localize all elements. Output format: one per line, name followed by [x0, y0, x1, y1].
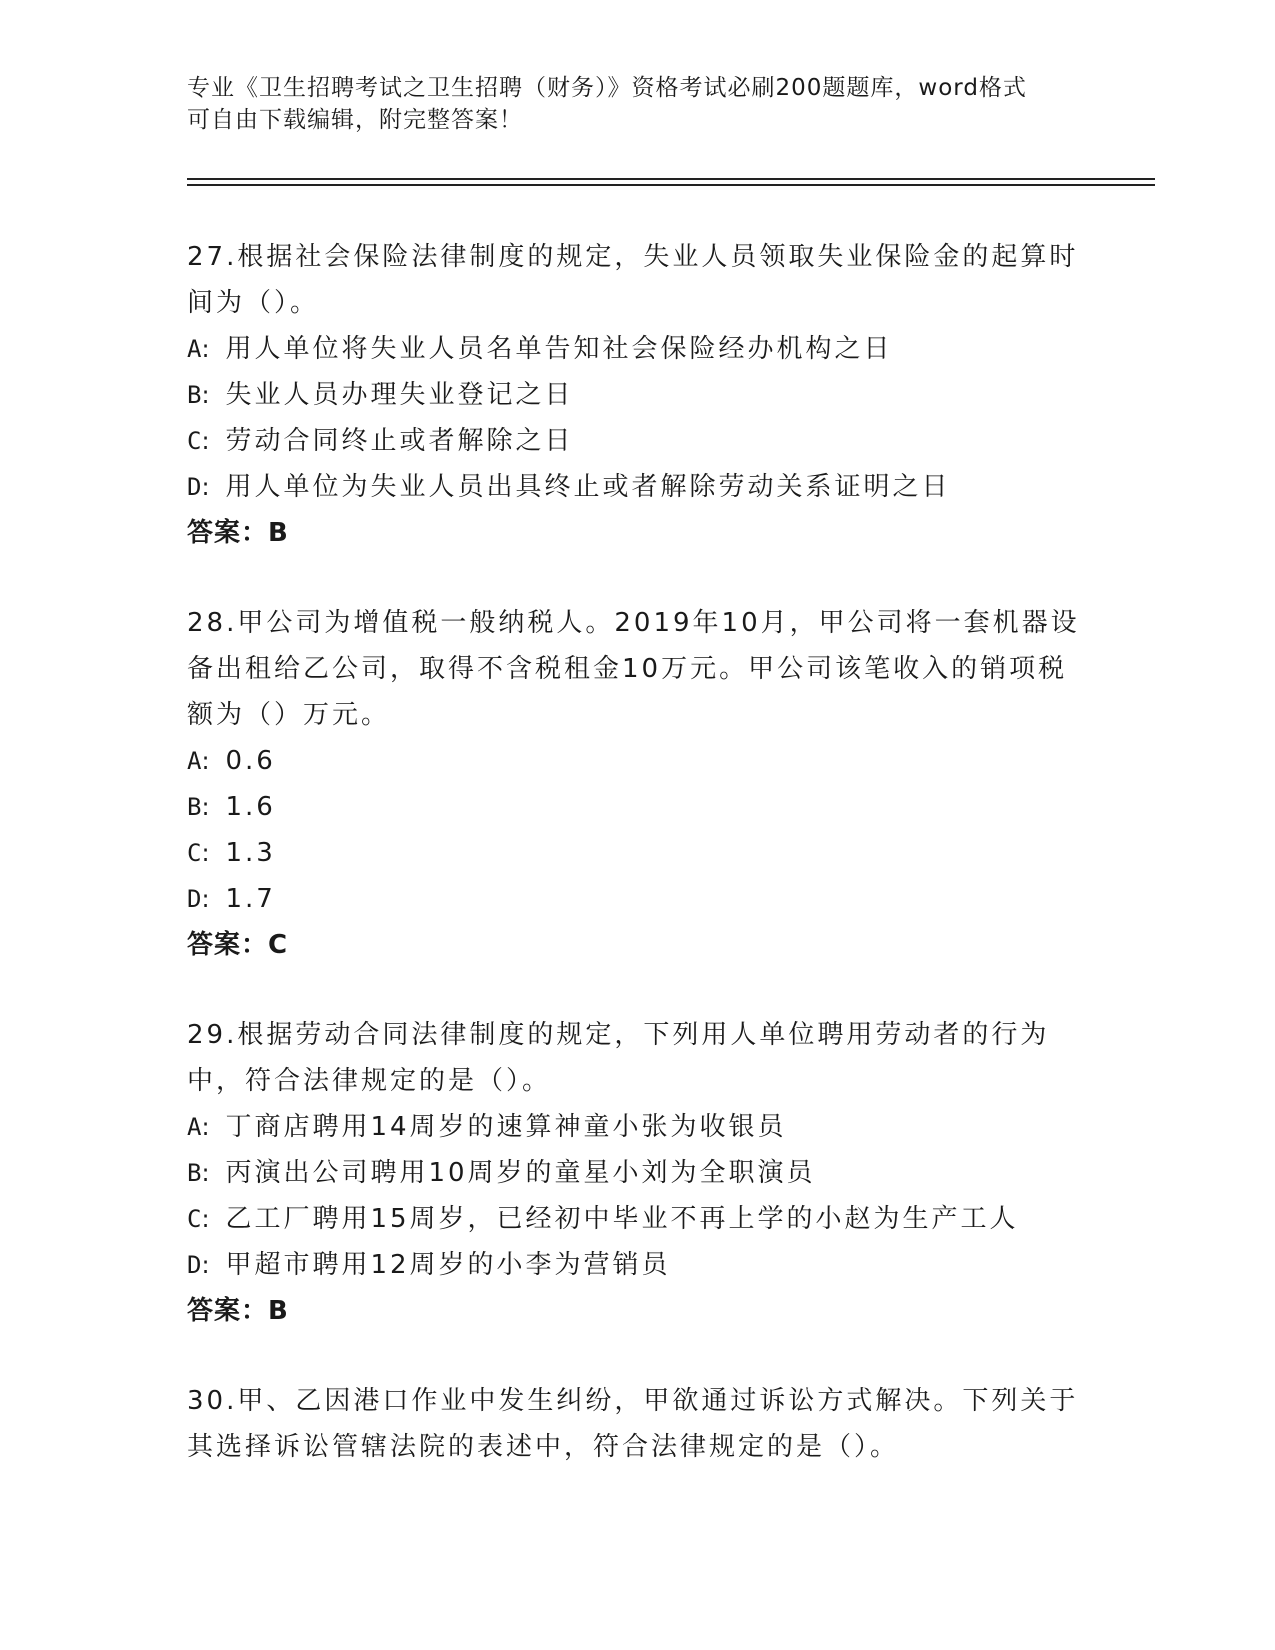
option-letter: A	[187, 1113, 202, 1141]
option-b: B : 丙演出公司聘用10周岁的童星小刘为全职演员	[187, 1150, 1087, 1196]
header-rule-bottom	[187, 184, 1155, 186]
option-letter: B	[187, 381, 202, 409]
answer-line	[187, 510, 1087, 556]
option-text: 丁商店聘用14周岁的速算神童小张为收银员	[225, 1112, 787, 1142]
header-rule-top	[187, 178, 1155, 180]
answer-value: B	[268, 1296, 289, 1326]
option-d: D : 甲超市聘用12周岁的小李为营销员	[187, 1242, 1087, 1288]
option-text: 失业人员办理失业登记之日	[225, 380, 574, 410]
answer-label: 答案：	[187, 518, 269, 548]
option-text: 用人单位为失业人员出具终止或者解除劳动关系证明之日	[225, 472, 951, 502]
option-d: D : 1.7	[187, 876, 1087, 922]
option-letter: D	[187, 473, 202, 501]
answer-line	[187, 922, 1087, 968]
option-a: A : 丁商店聘用14周岁的速算神童小张为收银员	[187, 1104, 1087, 1150]
option-letter: C	[187, 839, 202, 867]
question-body: 甲公司为增值税一般纳税人。2019年10月，甲公司将一套机器设备出租给乙公司，取得不含税租金10万元。甲公司该笔收入的销项税额为（）万元。	[187, 608, 1080, 730]
option-text: 乙工厂聘用15周岁，已经初中毕业不再上学的小赵为生产工人	[225, 1204, 1019, 1234]
option-c: C : 劳动合同终止或者解除之日	[187, 418, 1087, 464]
answer-label: 答案：	[187, 930, 269, 960]
option-b: B : 失业人员办理失业登记之日	[187, 372, 1087, 418]
option-text: 劳动合同终止或者解除之日	[225, 426, 574, 456]
option-letter: D	[187, 1251, 202, 1279]
question-number: 30.	[187, 1386, 238, 1416]
question-text	[187, 1012, 1087, 1104]
option-c: C : 1.3	[187, 830, 1087, 876]
question-number: 27.	[187, 242, 238, 272]
header-line-2: 可自由下载编辑，附完整答案！	[187, 107, 523, 133]
option-c: C : 乙工厂聘用15周岁，已经初中毕业不再上学的小赵为生产工人	[187, 1196, 1087, 1242]
option-text: 丙演出公司聘用10周岁的童星小刘为全职演员	[225, 1158, 816, 1188]
question-body: 根据社会保险法律制度的规定，失业人员领取失业保险金的起算时间为（）。	[187, 242, 1079, 318]
option-letter: A	[187, 335, 202, 363]
option-a: A : 用人单位将失业人员名单告知社会保险经办机构之日	[187, 326, 1087, 372]
option-letter: D	[187, 885, 202, 913]
question-number: 29.	[187, 1020, 238, 1050]
question-30	[187, 1378, 1087, 1470]
answer-value: C	[268, 930, 289, 960]
option-letter: C	[187, 1205, 202, 1233]
option-text: 1.3	[225, 838, 276, 868]
option-text: 1.7	[225, 884, 276, 914]
option-letter: C	[187, 427, 202, 455]
question-list	[187, 234, 1087, 1514]
question-28	[187, 600, 1087, 968]
question-27	[187, 234, 1087, 556]
option-b: B : 1.6	[187, 784, 1087, 830]
question-number: 28.	[187, 608, 238, 638]
option-text: 用人单位将失业人员名单告知社会保险经办机构之日	[225, 334, 893, 364]
header-line-1: 专业《卫生招聘考试之卫生招聘（财务）》资格考试必刷200题题库，word格式	[187, 75, 1027, 101]
question-text	[187, 1378, 1087, 1470]
answer-line	[187, 1288, 1087, 1334]
answer-label: 答案：	[187, 1296, 269, 1326]
option-a: A : 0.6	[187, 738, 1087, 784]
option-text: 甲超市聘用12周岁的小李为营销员	[225, 1250, 671, 1280]
question-29	[187, 1012, 1087, 1334]
question-body: 根据劳动合同法律制度的规定，下列用人单位聘用劳动者的行为中，符合法律规定的是（）。	[187, 1020, 1050, 1096]
option-text: 0.6	[225, 746, 276, 776]
option-letter: A	[187, 747, 202, 775]
option-text: 1.6	[225, 792, 276, 822]
option-letter: B	[187, 1159, 202, 1187]
question-body: 甲、乙因港口作业中发生纠纷，甲欲通过诉讼方式解决。下列关于其选择诉讼管辖法院的表述中，符合法律规定的是（）。	[187, 1386, 1079, 1462]
question-text	[187, 234, 1087, 326]
document-header	[187, 72, 1087, 136]
option-letter: B	[187, 793, 202, 821]
option-d: D : 用人单位为失业人员出具终止或者解除劳动关系证明之日	[187, 464, 1087, 510]
question-text	[187, 600, 1087, 738]
answer-value: B	[268, 518, 289, 548]
